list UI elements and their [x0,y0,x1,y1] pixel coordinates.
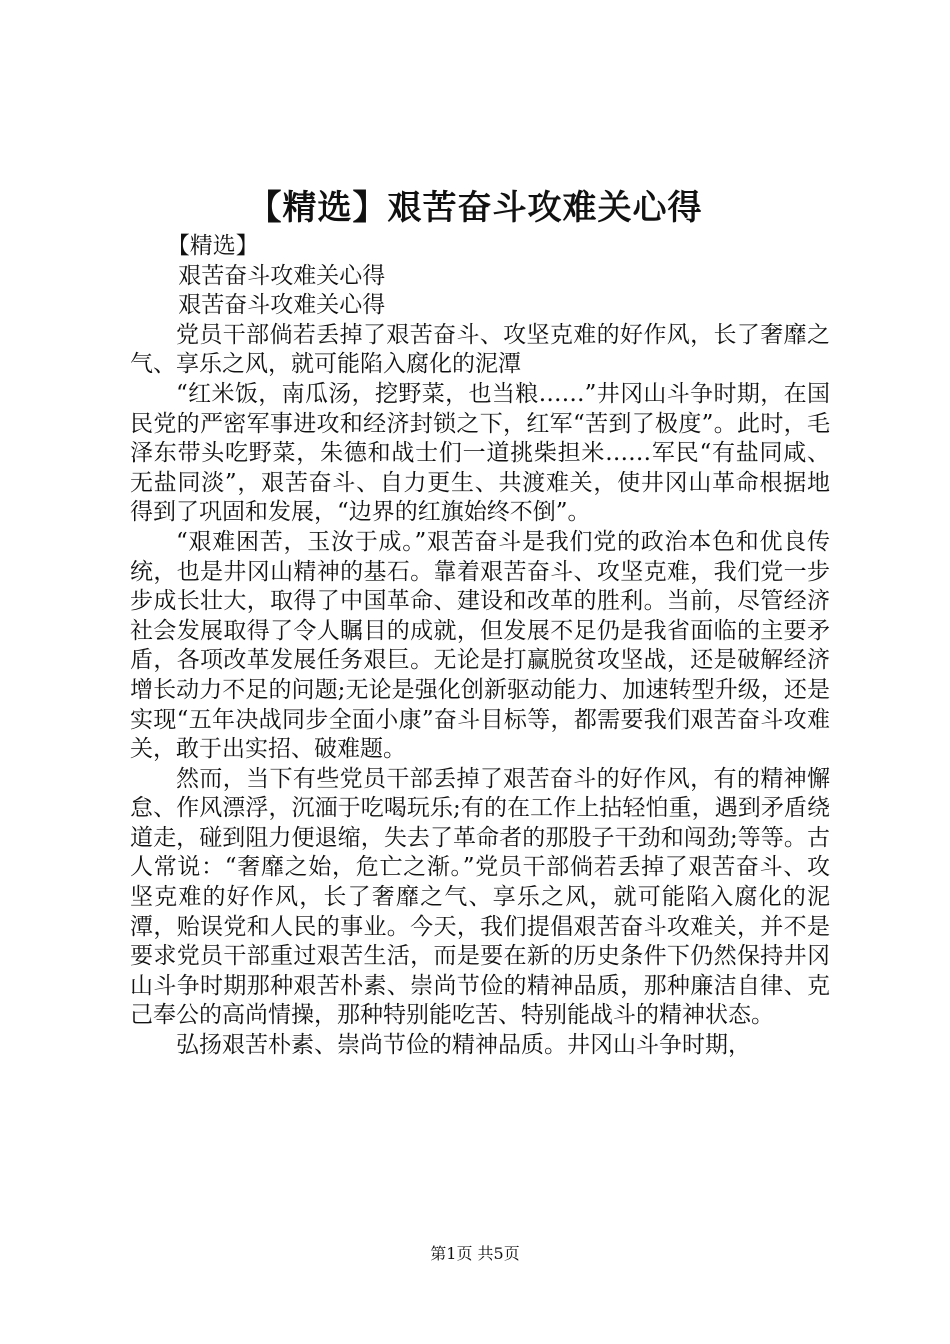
paragraph: 党员干部倘若丢掉了艰苦奋斗、攻坚克难的好作风，长了奢靡之气、享乐之风，就可能陷入腐化的泥潭 [130,321,830,378]
header-line-subtitle-repeat: 艰苦奋斗攻难关心得 [178,292,386,319]
header-line-tag: 【精选】 [166,233,259,259]
paragraph: 弘扬艰苦朴素、崇尚节俭的精神品质。井冈山斗争时期， [176,1032,751,1059]
page-number-footer: 第1页 共5页 [430,1244,520,1263]
paragraph: “艰难困苦，玉汝于成。”艰苦奋斗是我们党的政治本色和优良传统，也是井冈山精神的基石。靠着艰苦奋斗、攻坚克难，我们党一步步成长壮大，取得了中国革命、建设和改革的胜利。当前，尽管经济社会发展取得了令人瞩目的成就，但发展不足仍是我省面临的主要矛盾，各项改革发展任务艰巨。无论是打赢脱贫攻坚战，还是破解经济增长动力不足的问题;无论是强化创新驱动能力、加速转型升级，还是实现“五年决战同步全面小康”奋斗目标等，都需要我们艰苦奋斗攻难关，敢于出实招、破难题。 [130,528,830,763]
header-line-subtitle: 艰苦奋斗攻难关心得 [178,262,386,289]
document-title: 【精选】艰苦奋斗攻难关心得 [247,188,703,228]
paragraph: “红米饭，南瓜汤，挖野菜，也当粮……”井冈山斗争时期，在国民党的严密军事进攻和经济封锁之下，红军“苦到了极度”。此时，毛泽东带头吃野菜，朱德和战士们一道挑柴担米……军民“有盐同咸、无盐同淡”，艰苦奋斗、自力更生、共渡难关，使井冈山革命根据地得到了巩固和发展，“边界的红旗始终不倒”。 [130,380,830,526]
paragraph: 然而，当下有些党员干部丢掉了艰苦奋斗的好作风，有的精神懈怠、作风漂浮，沉湎于吃喝玩乐;有的在工作上拈轻怕重，遇到矛盾绕道走，碰到阻力便退缩，失去了革命者的那股子干劲和闯劲;等等。古人常说：“奢靡之始，危亡之渐。”党员干部倘若丢掉了艰苦奋斗、攻坚克难的好作风，长了奢靡之气、享乐之风，就可能陷入腐化的泥潭，贻误党和人民的事业。今天，我们提倡艰苦奋斗攻难关，并不是要求党员干部重过艰苦生活，而是要在新的历史条件下仍然保持井冈山斗争时期那种艰苦朴素、崇尚节俭的精神品质，那种廉洁自律、克己奉公的高尚情操，那种特别能吃苦、特别能战斗的精神状态。 [130,765,830,1029]
document-body [130,232,830,1061]
